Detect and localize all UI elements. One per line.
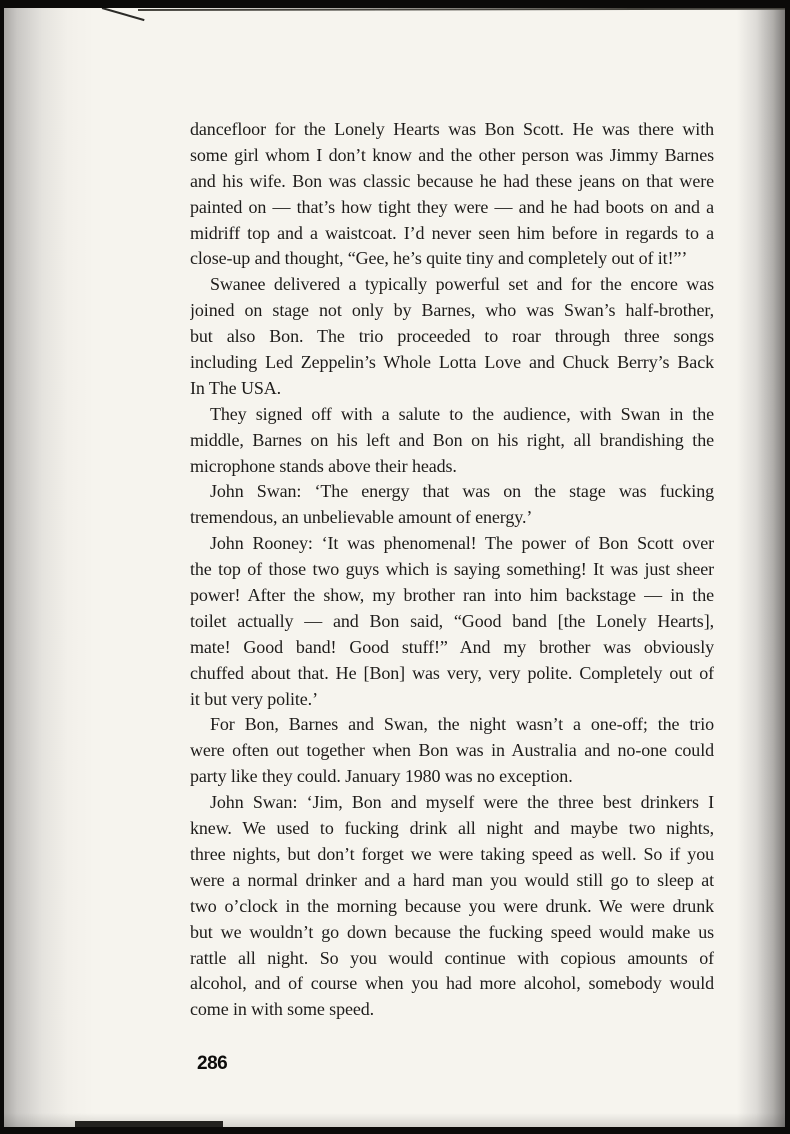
scan-border-left [0, 0, 4, 1134]
text-line: two o’clock in the morning because you were drunk. We were drunk [190, 895, 714, 916]
text-line: power! After the show, my brother ran into him backstage — in the [190, 585, 714, 606]
text-line: toilet actually — and Bon said, “Good band [the Lonely Hearts], [190, 610, 714, 631]
text-line: microphone stands above their heads. [190, 455, 457, 476]
text-line: some girl whom I don’t know and the other person was Jimmy Barnes [190, 144, 714, 165]
text-line: mate! Good band! Good stuff!” And my brother was obviously [190, 636, 714, 657]
text-line: were a normal drinker and a hard man you would still go to sleep at [190, 869, 714, 890]
text-line: midriff top and a waistcoat. I’d never seen him before in regards to a [190, 222, 714, 243]
text-line: For Bon, Barnes and Swan, the night wasn’t a one-off; the trio [210, 714, 714, 735]
text-line: rattle all night. So you would continue with copious amounts of [190, 947, 714, 968]
page-edge-shadow-right [737, 0, 785, 1134]
gutter-shadow-left [0, 0, 95, 1134]
paragraph [190, 117, 714, 272]
scan-border-top [0, 0, 790, 8]
text-line: it but very polite.’ [190, 688, 318, 709]
scan-border-right [785, 0, 790, 1134]
text-line: including Led Zeppelin’s Whole Lotta Love and Chuck Berry’s Back [190, 352, 714, 373]
text-line: middle, Barnes on his left and Bon on his right, all brandishing the [190, 429, 714, 450]
text-line: three nights, but don’t forget we were taking speed as well. So if you [190, 843, 714, 864]
text-line: John Swan: ‘The energy that was on the stage was fucking [210, 481, 714, 502]
text-line: and his wife. Bon was classic because he had these jeans on that were [190, 170, 714, 191]
text-column [190, 117, 714, 1023]
text-line: alcohol, and of course when you had more alcohol, somebody would [190, 973, 714, 994]
text-line: painted on — that’s how tight they were — and he had boots on and a [190, 196, 714, 217]
text-line: knew. We used to fucking drink all night and maybe two nights, [190, 818, 714, 839]
text-line: They signed off with a salute to the audience, with Swan in the [210, 403, 714, 424]
text-line: close-up and thought, “Gee, he’s quite tiny and completely out of it!”’ [190, 248, 688, 269]
text-line: but we wouldn’t go down because the fucking speed would make us [190, 921, 714, 942]
scan-border-bottom [0, 1127, 790, 1134]
paragraph [190, 402, 714, 480]
text-line: but also Bon. The trio proceeded to roar through three songs [190, 326, 714, 347]
text-line: In The USA. [190, 377, 282, 398]
text-line: John Rooney: ‘It was phenomenal! The power of Bon Scott over [210, 533, 714, 554]
text-line: chuffed about that. He [Bon] was very, very polite. Completely out of [190, 662, 714, 683]
paragraph [190, 272, 714, 401]
text-line: come in with some speed. [190, 999, 375, 1020]
text-line: John Swan: ‘Jim, Bon and myself were the three best drinkers I [210, 792, 714, 813]
text-line: joined on stage not only by Barnes, who was Swan’s half-brother, [190, 300, 714, 321]
text-line: party like they could. January 1980 was no exception. [190, 766, 573, 787]
paragraph [190, 531, 714, 712]
text-line: dancefloor for the Lonely Hearts was Bon Scott. He was there with [190, 119, 714, 139]
text-line: tremendous, an unbelievable amount of energy.’ [190, 507, 533, 528]
page-number: 286 [197, 1053, 228, 1074]
page-edge-line-top [138, 8, 790, 11]
text-line: were often out together when Bon was in Australia and no-one could [190, 740, 714, 761]
paragraph [190, 790, 714, 1023]
text-line: the top of those two guys which is saying something! It was just sheer [190, 559, 714, 580]
paragraph [190, 712, 714, 790]
text-line: Swanee delivered a typically powerful set and for the encore was [210, 274, 714, 295]
paragraph [190, 479, 714, 531]
